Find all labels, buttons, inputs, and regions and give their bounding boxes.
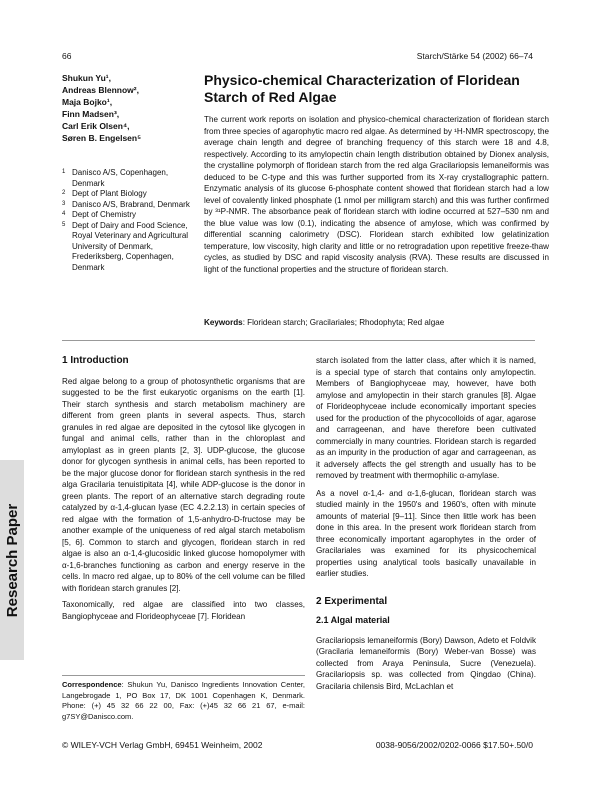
affiliation [62, 221, 202, 274]
affiliation-list [62, 168, 202, 273]
footnote-divider [62, 675, 305, 676]
page-number: 66 [62, 51, 72, 61]
correspondence-label: Correspondence [62, 680, 122, 689]
author-list [62, 72, 202, 144]
issn-footer: 0038-9056/2002/0202-0066 $17.50+.50/0 [375, 740, 533, 750]
affiliation-number: 5 [62, 221, 66, 228]
paragraph: starch isolated from the latter class, after which it is named, is a special type of starch that contains only amylopectin. Members of Bangiophyceae may, however, have both amylose and amylopectin in their starch granules [8]. Algae of Florideophyceae include economically important species used for the production of the phycocolloids of agar, agarose and carrageenan, and have therefore been cultivated commercially in many countries. Floridean starch is regarded as an impurity in the production of agar and carrageenan, as it adversely affects the gel strength and usually has to be removed by treatment with thermophilic α-amylase. [316, 356, 536, 480]
author: Maja Bojko¹, [62, 97, 113, 107]
author: Andreas Blennow², [62, 85, 139, 95]
subsection-heading-algal-material: 2.1 Algal material [316, 615, 390, 625]
affiliation-text: Danisco A/S, Brabrand, Denmark [72, 199, 190, 209]
paragraph: As a novel α-1,4- and α-1,6-glucan, floridean starch was studied mainly in the 1950's and 1960's, often with minute amounts of material [9–11]. Since then little work has been done in this area. In the present work floridean starch from three economically important agarophytes in the order of Gracilariales was examined for its physicochemical properties using analytical tools basically unavailable in earlier studies. [316, 488, 536, 578]
section-divider [62, 340, 535, 341]
paragraph: Gracilariopsis lemaneiformis (Bory) Dawson, Adeto et Foldvik (Gracilaria lemaneiformis (Bory) Weber-van Bosse) was collected from Araya Peninsula, Sucre (Venezuela). Gracilariopsis sp. was collected from Qingdao (China). Gracilaria chilensis Bird, McLachlan et [316, 635, 536, 691]
affiliation-text: Dept of Dairy and Food Science, Royal Veterinary and Agricultural University of Denmark, Frederiksberg, Copenhagen, Denmark [72, 220, 189, 272]
affiliation [62, 168, 202, 189]
copyright-footer: © WILEY-VCH Verlag GmbH, 69451 Weinheim, 2002 [62, 740, 263, 750]
author: Søren B. Engelsen⁵ [62, 133, 142, 143]
keywords-label: Keywords [204, 318, 243, 327]
keywords-text: : Floridean starch; Gracilariales; Rhodophyta; Red algae [242, 318, 445, 327]
paragraph: Taxonomically, red algae are classified into two classes, Bangiophyceae and Florideophyceae [7]. Floridean [62, 600, 305, 621]
affiliation [62, 200, 202, 211]
author: Carl Erik Olsen⁴, [62, 121, 130, 131]
left-column [62, 355, 305, 622]
affiliation-text: Danisco A/S, Copenhagen, Denmark [72, 168, 169, 188]
affiliation-number: 1 [62, 169, 66, 175]
correspondence-note [62, 680, 305, 722]
paper-title: Physico-chemical Characterization of Floridean Starch of Red Algae [204, 72, 520, 105]
journal-citation: Starch/Stärke 54 (2002) 66–74 [416, 51, 533, 61]
affiliation-number: 4 [62, 211, 66, 217]
section-heading-experimental: 2 Experimental [316, 595, 388, 607]
affiliation-number: 2 [62, 190, 66, 196]
author: Shukun Yu¹, [62, 73, 111, 83]
author: Finn Madsen³, [62, 109, 120, 119]
section-heading-introduction: 1 Introduction [62, 355, 129, 366]
abstract: The current work reports on isolation and physico-chemical characterization of floridean starch from three species of agarophytic macro red algae. As determined by ¹H-NMR spectroscopy, the average chain length and degree of branching frequency of this starch were 18 and 4.8, respectively. According to its amylopectin chain length distribution obtained by Dionex analysis, the crystalline polymorph of floridean starch from the red alga Gracilariopsis lemaneiformis was deduced to be C-type and this was further supported from its X-ray crystallographic pattern. Enzymatic analysis of its glucose 6-phosphate content showed that floridean starch had a low level of covalently linked phosphate (1 nmol per milligram starch) and this was further confirmed by ³¹P-NMR. The absorbance peak of floridean starch with iodine occurred at 527–530 nm and the blue value was low (0.1), indicating the absence of amylose, which was confirmed by differential scanning calorimetry (DSC). Floridean starch exhibited low gelatinization temperature, low viscosity, high clarity and little or no retrogradation upon repetitive freeze-thaw cycles, as studied by DSC and rapid viscosity analysis (RVA). These results are discussed in light of the functional properties and the structure of floridean starch. [204, 115, 549, 274]
affiliation [62, 210, 202, 221]
side-label-text: Research Paper [4, 503, 22, 617]
affiliation-text: Dept of Plant Biology [72, 189, 147, 198]
affiliation-number: 3 [62, 200, 66, 207]
paragraph: Red algae belong to a group of photosynthetic organisms that are suggested to be the first eukaryotic organisms on the earth [1]. Their starch synthesis and starch metabolism machinery are different from green plants in several aspects. Thus, starch granules in red algae are deposited in the cytosol like glycogen in fungal and animal cells, rather than in the chloroplast and amyloplast as in green plants [2, 3]. UDP-glucose, the glucose donor for glycogen synthesis in animal cells, has been reported to be the major glucose donor for floridean starch synthesis in the red alga Gracilaria tenuistipitata [4], while ADP-glucose is the donor in green plants. The report of an alternative starch degrading route catalyzed by α-1,4-glucan lyase (EC 4.2.2.13) in certain species of red algae with the formation of 1,5-anhydro-D-fructose may be another example of the uniqueness of red algal starch metabolism [5, 6]. Common to starch and glycogen, floridean starch in red algae is also an α-1,4-glucosidic linked glucose homopolymer with α-1,6-branches functioning as carbon and energy reserve in the cells. In macro red algae, up to 80% of the cell volume can be filled with floridean starch granules [2]. [62, 376, 305, 593]
correspondence-text: : Shukun Yu, Danisco Ingredients Innovation Center, Langebrogade 1, PO Box 17, DK 1001 Copenhagen K, Denmark. Phone: (+) 45 32 66 22 00, Fax: (+)45 32 66 21 67, e-mail: g7SY@Danisco.com. [62, 680, 305, 721]
right-column [316, 355, 536, 692]
keywords [204, 317, 549, 329]
affiliation [62, 189, 202, 200]
side-label [0, 460, 30, 660]
affiliation-text: Dept of Chemistry [72, 210, 137, 219]
